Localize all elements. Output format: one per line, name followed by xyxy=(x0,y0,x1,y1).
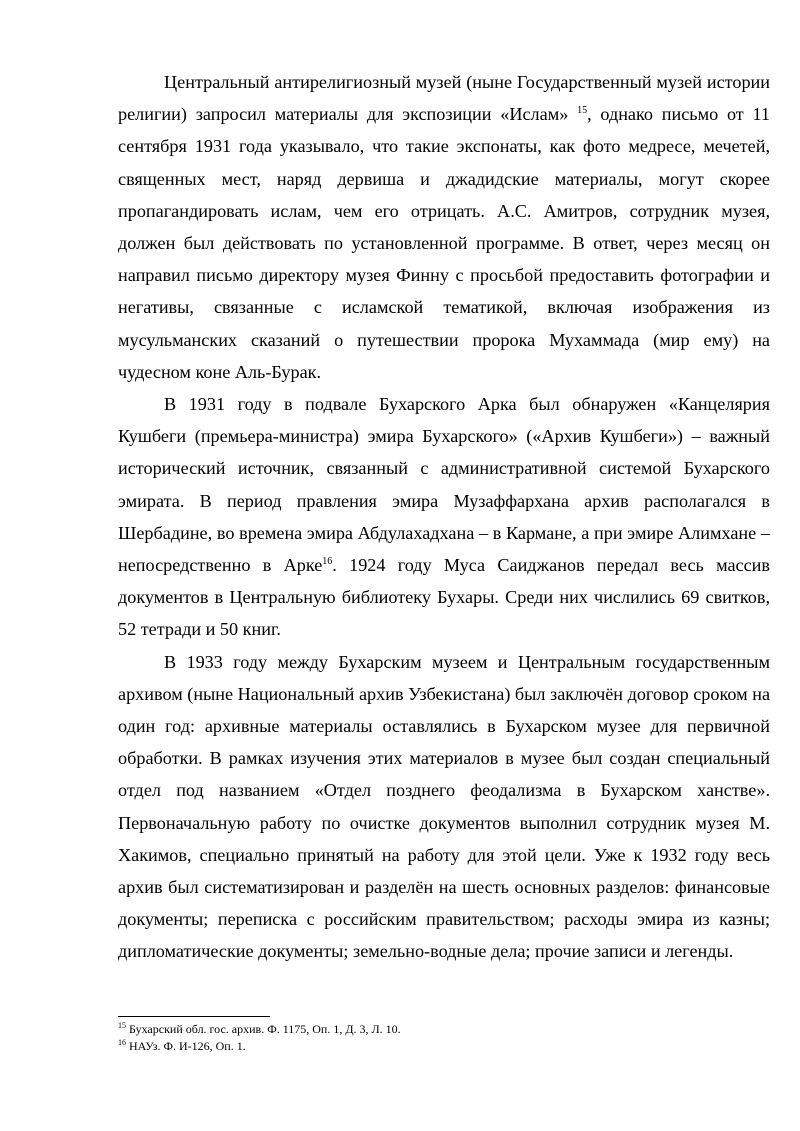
paragraph-text: . 1924 году Муса Саиджанов передал весь массив документов в Центральную библиотеку Бухары. Среди них числились 69 свитков, 52 тетради и 50 книг. xyxy=(118,555,770,640)
footnote-separator xyxy=(118,1016,270,1017)
paragraph-text: Центральный антирелигиозный музей (ныне Государственный музей истории религии) запросил материалы для экспозиции «Ислам» xyxy=(118,72,770,125)
footnote-number: 16 xyxy=(118,1038,126,1047)
footnotes xyxy=(118,1021,770,1055)
paragraph-antireligious-museum xyxy=(118,66,770,388)
paragraph-text: В 1931 году в подвале Бухарского Арка был обнаружен «Канцелярия Кушбеги (премьера-министра) эмира Бухарского» («Архив Кушбеги») – важный исторический источник, связанный с административной системой Бухарского эмирата. В период правления эмира Музаффархана архив располагался в Шербадине, во времена эмира Абдулахадхана – в Кармане, а при эмире Алимхане – непосредственно в Арке xyxy=(118,394,770,576)
footnote-text: НАУз. Ф. И-126, Оп. 1. xyxy=(129,1039,246,1053)
footnote-text: Бухарский обл. гос. архив. Ф. 1175, Оп. 1, Д. 3, Л. 10. xyxy=(129,1022,401,1036)
footnote-ref-15: 15 xyxy=(577,105,588,117)
paragraph-text: , однако письмо от 11 сентября 1931 года указывало, что такие экспонаты, как фото медресе, мечетей, священных мест, наряд дервиша и джадидские материалы, могут скорее пропагандировать ислам, чем его отрицать. А.С. Амитров, сотрудник музея, должен был действовать по установленной программе. В ответ, через месяц он направил письмо директору музея Финну с просьбой предоставить фотографии и негативы, связанные с исламской тематикой, включая изображения из мусульманских сказаний о путешествии пророка Мухаммада (мир ему) на чудесном коне Аль-Бурак. xyxy=(118,104,771,382)
paragraph-archive-agreement: В 1933 году между Бухарским музеем и Центральным государственным архивом (ныне Национальный архив Узбекистана) был заключён договор сроком на один год: архивные материалы оставлялись в Бухарском музее для первичной обработки. В рамках изучения этих материалов в музее был создан специальный отдел под названием «Отдел позднего феодализма в Бухарском ханстве». Первоначальную работу по очистке документов выполнил сотрудник музея М. Хакимов, специально принятый на работу для этой цели. Уже к 1932 году весь архив был систематизирован и разделён на шесть основных разделов: финансовые документы; переписка с российским правительством; расходы эмира из казны; дипломатические документы; земельно-водные дела; прочие записи и легенды. xyxy=(118,651,771,962)
footnote-number: 15 xyxy=(118,1021,126,1030)
footnote-15 xyxy=(118,1021,770,1038)
body-text xyxy=(118,66,770,968)
footnote-ref-16: 16 xyxy=(322,555,333,567)
footnote-16 xyxy=(118,1038,770,1055)
paragraph-kushbegi-archive xyxy=(118,388,770,646)
